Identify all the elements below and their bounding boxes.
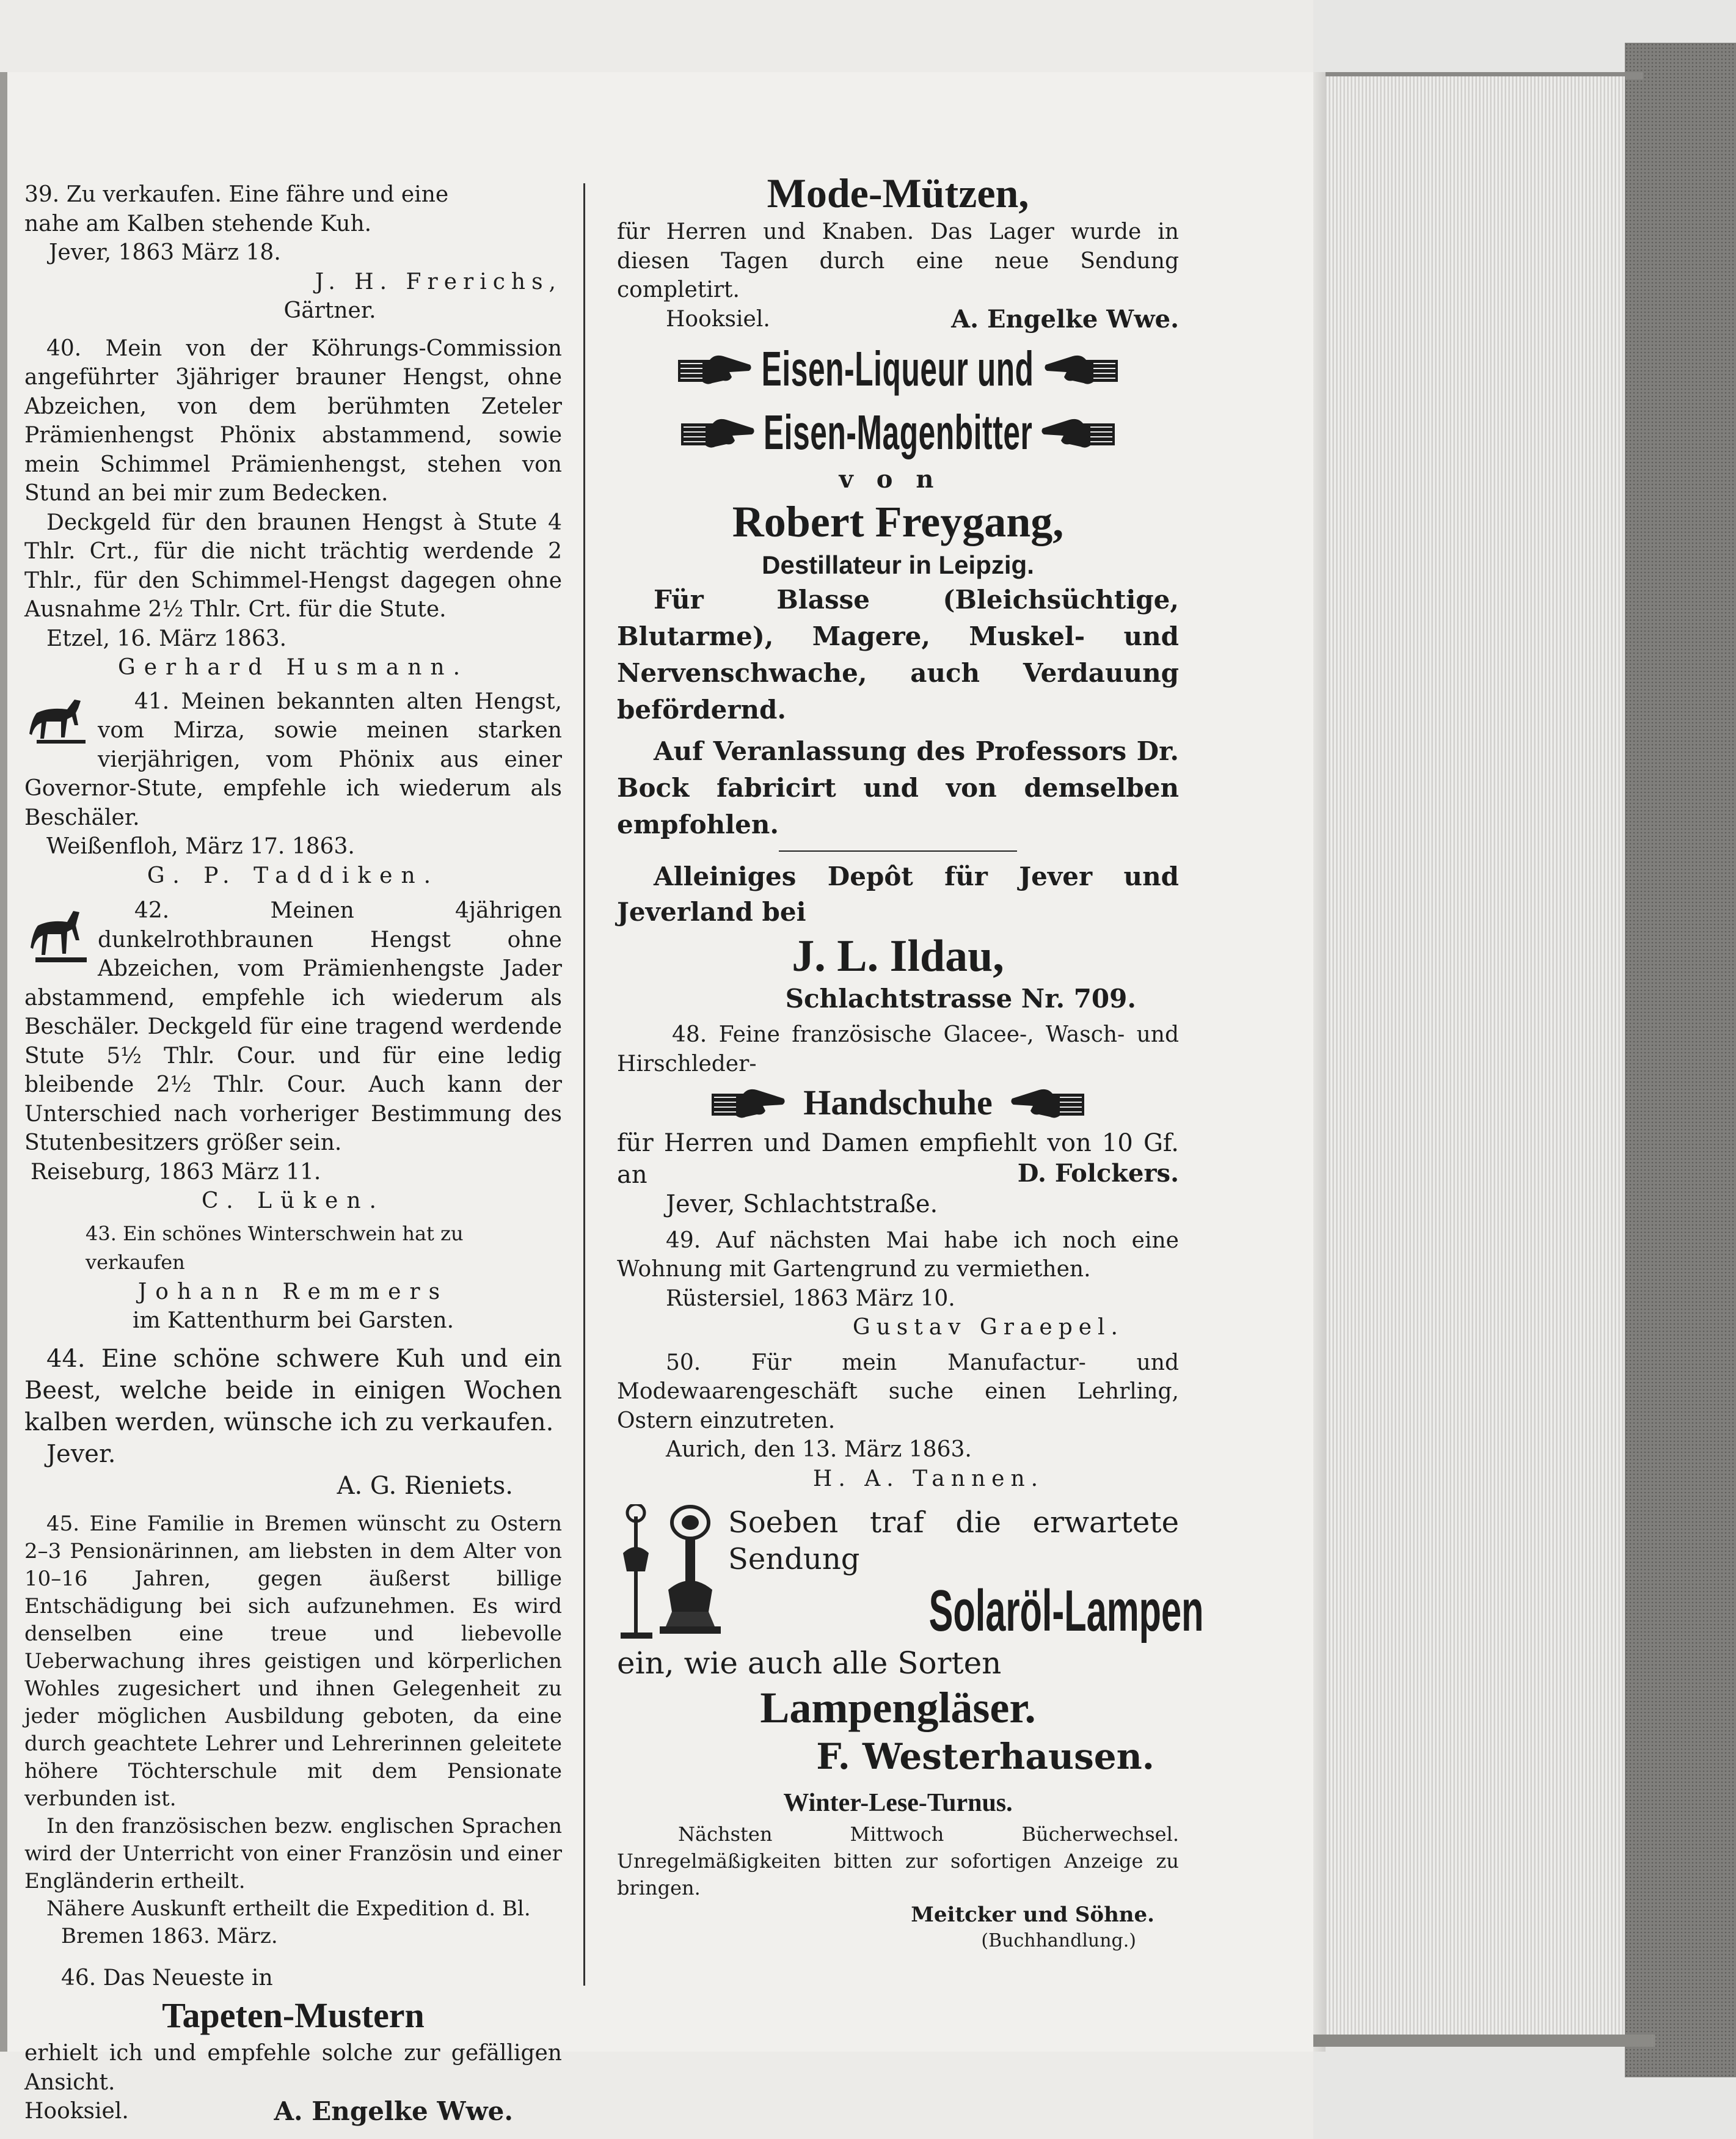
ad-solaroel <box>617 1504 1203 1779</box>
eisen-von: von <box>839 465 957 494</box>
ad-mode-title: Mode-Mützen, <box>767 170 1029 216</box>
ad-46-place: Hooksiel. <box>24 2099 129 2124</box>
eisen-maker-sub: Destillateur in Leipzig. <box>762 550 1034 579</box>
horse-icon <box>24 689 92 750</box>
eisen-depot-address: Schlachtstrasse Nr. 709. <box>785 984 1136 1014</box>
horse-icon <box>24 898 92 971</box>
ad-44-signature: A. G. Rieniets. <box>337 1471 513 1500</box>
ad-50 <box>617 1348 1179 1494</box>
ad-48 <box>617 1020 1179 1220</box>
ad-45-text-3: Nähere Auskunft ertheilt die Expedition d. Bl. <box>46 1896 531 1921</box>
solar-lead: Soeben traf die erwartete Sendung <box>728 1505 1179 1576</box>
ad-40 <box>24 334 562 682</box>
eisen-text-2: Auf Veranlassung des Professors Dr. Bock fabricirt und von demselben empfohlen. <box>617 736 1179 839</box>
ad-40-text: 40. Mein von der Köhrungs-Commission angeführter 3jähriger brauner Hengst, ohne Abzeichen, von dem berühmten Zeteler Prämienhengst Phönix abstammend, sowie mein Schimmel Prämienhengst, stehen von Stund an bei mir zum Bedecken. <box>24 335 562 506</box>
ad-44 <box>24 1343 562 1502</box>
ad-45-text: 45. Eine Familie in Bremen wünscht zu Ostern 2–3 Pensionärinnen, am liebsten in dem Alter von 10–16 Jahren, gegen äußerst billige Entschädigung bei sich aufzunehmen. Es wird denselben eine treue und liebevolle Ueberwachung ihres geistigen und körperlichen Wohles zugesichert und ihnen Gelegenheit zu jeder möglichen Ausbildung geboten, da eine durch geachtete Lehrer und Lehrerinnen geleitete höhere Töchterschule mit dem Pensionate verbunden ist. <box>24 1511 562 1811</box>
ad-40-text-2: Deckgeld für den braunen Hengst à Stute 4 Thlr. Crt., für die nicht trächtig werdende 2 Thlr., für den Schimmel-Hengst dagegen ohne Ausnahme 2½ Thlr. Crt. für die Stute. <box>24 510 562 622</box>
ad-mode-signature: A. Engelke Wwe. <box>951 304 1179 334</box>
eisen-line-1-row <box>617 337 1179 401</box>
ad-44-place: Jever. <box>46 1439 116 1468</box>
solar-title: Solaröl-Lampen <box>928 1578 1203 1644</box>
ad-39-line-1: 39. Zu verkaufen. Eine fähre und eine <box>24 182 449 207</box>
pointing-hand-left-icon <box>1041 415 1115 450</box>
pointing-hand-right-icon <box>681 415 754 450</box>
ad-48-title-row <box>617 1078 1179 1127</box>
ad-48-signature: D. Folckers. <box>1017 1159 1179 1188</box>
ad-41-signature: G. P. Taddiken. <box>147 863 440 888</box>
ad-49-place: Rüstersiel, 1863 März 10. <box>666 1285 955 1311</box>
cover-bottom-edge <box>1313 2035 1655 2047</box>
ad-eisen <box>617 337 1179 1015</box>
ad-46-title: Tapeten-Mustern <box>162 1995 425 2035</box>
ad-46-lead: 46. Das Neueste in <box>61 1965 273 1991</box>
eisen-line-2-row <box>617 401 1179 464</box>
ad-42-signature: C. Lüken. <box>202 1188 385 1213</box>
winter-signature: Meitcker und Söhne. <box>911 1903 1154 1927</box>
winter-signature-2: (Buchhandlung.) <box>981 1930 1136 1951</box>
ad-mode-footer <box>617 305 1179 334</box>
ad-48-place: Jever, Schlachtstraße. <box>666 1190 938 1218</box>
ad-50-signature: H. A. Tannen. <box>812 1466 1045 1491</box>
ad-39-occupation: Gärtner. <box>283 298 376 323</box>
ad-49-text: 49. Auf nächsten Mai habe ich noch eine Wohnung mit Gartengrund zu vermiethen. <box>617 1227 1179 1282</box>
winter-title: Winter-Lese-Turnus. <box>783 1789 1013 1817</box>
ad-40-signature: Gerhard Husmann. <box>117 655 469 680</box>
pointing-hand-right-icon <box>712 1085 785 1121</box>
ad-41-text: 41. Meinen bekannten alten Hengst, vom Mirza, sowie meinen starken vierjährigen, vom Phönix aus einer Governor-Stute, empfehle ich wiederum als Beschäler. <box>24 689 562 830</box>
ad-46-signature: A. Engelke Wwe. <box>274 2096 513 2126</box>
book-cover <box>1625 43 1736 2077</box>
ad-43-location: im Kattenthurm bei Garsten. <box>132 1308 454 1333</box>
pointing-hand-left-icon <box>1045 351 1118 387</box>
winter-text: Nächsten Mittwoch Bücherwechsel. Unregelmäßigkeiten bitten zur sofortigen Anzeige zu bringen. <box>617 1823 1179 1900</box>
ad-45-place: Bremen 1863. März. <box>61 1923 278 1948</box>
ad-winter-lese-turnus <box>617 1785 1179 1954</box>
ad-46 <box>24 1964 562 2126</box>
ad-49-signature: Gustav Graepel. <box>852 1315 1124 1340</box>
pointing-hand-left-icon <box>1011 1085 1084 1121</box>
eisen-text: Für Blasse (Bleichsüchtige, Blutarme), Magere, Muskel- und Nervenschwache, auch Verdauung befördernd. <box>617 585 1179 725</box>
ad-mode-place: Hooksiel. <box>666 306 770 332</box>
ad-43-signature: Johann Remmers <box>137 1279 449 1304</box>
eisen-title-1: Eisen-Liqueur und <box>762 342 1034 396</box>
page-gutter <box>1313 72 1326 2052</box>
ad-45-text-2: In den französischen bezw. englischen Sprachen wird der Unterricht von einer Französin und einer Engländerin ertheilt. <box>24 1813 562 1893</box>
ad-43 <box>24 1219 562 1336</box>
solar-signature: F. Westerhausen. <box>816 1736 1154 1777</box>
left-page-edge <box>0 72 7 2052</box>
ad-42 <box>24 896 562 1216</box>
ad-39-signature: J. H. Frerichs, <box>315 269 562 294</box>
ad-48-title: Handschuhe <box>803 1083 993 1122</box>
eisen-maker: Robert Freygang, <box>732 497 1064 546</box>
oil-lamp-icon <box>617 1504 721 1645</box>
ad-43-text: 43. Ein schönes Winterschwein hat zu verkaufen <box>86 1221 464 1274</box>
ad-48-text: für Herren und Damen empfiehlt von 10 Gf. an <box>617 1129 1179 1189</box>
solar-title-2: Lampengläser. <box>760 1683 1036 1732</box>
left-column <box>24 180 562 2126</box>
eisen-title-2: Eisen-Magenbitter <box>763 405 1033 459</box>
page-block-edge <box>1319 76 1625 2035</box>
solar-mid: ein, wie auch alle Sorten <box>617 1645 1002 1681</box>
pointing-hand-right-icon <box>678 351 751 387</box>
ad-39-place: Jever, 1863 März 18. <box>49 240 281 265</box>
ad-50-text: 50. Für mein Manufactur- und Modewaarengeschäft suche einen Lehrling, Ostern einzutreten. <box>617 1350 1179 1433</box>
ad-39 <box>24 180 562 326</box>
column-rule <box>583 183 585 1986</box>
ad-40-place: Etzel, 16. März 1863. <box>46 626 287 651</box>
ad-48-lead: 48. Feine französische Glacee-, Wasch- und Hirschleder- <box>617 1022 1179 1077</box>
ad-mode-muetzen <box>617 169 1179 334</box>
ad-45 <box>24 1510 562 1950</box>
separator-line <box>779 850 1017 852</box>
eisen-depot-name: J. L. Ildau, <box>792 931 1004 981</box>
right-column <box>617 170 1203 1954</box>
ad-44-text: 44. Eine schöne schwere Kuh und ein Beest, welche beide in einigen Wochen kalben werden, wünsche ich zu verkaufen. <box>24 1344 562 1436</box>
eisen-depot: Alleiniges Depôt für Jever und Jeverland bei <box>617 861 1179 927</box>
ad-42-place: Reiseburg, 1863 März 11. <box>31 1159 321 1185</box>
ad-41-place: Weißenfloh, März 17. 1863. <box>46 834 355 859</box>
ad-41 <box>24 687 562 891</box>
ad-46-footer <box>24 2097 562 2126</box>
ad-46-text: erhielt ich und empfehle solche zur gefälligen Ansicht. <box>24 2041 562 2095</box>
ad-49 <box>617 1226 1179 1342</box>
ad-mode-text: für Herren und Knaben. Das Lager wurde in diesen Tagen durch eine neue Sendung completirt. <box>617 219 1179 302</box>
ad-42-text: 42. Meinen 4jährigen dunkelrothbraunen Hengst ohne Abzeichen, vom Prämienhengste Jader abstammend, empfehle ich wiederum als Beschäler. Deckgeld für eine tragend werdende Stute 5½ Thlr. Cour. und für eine ledig bleibende 2½ Thlr. Cour. Auch kann der Unterschied nach vorheriger Bestimmung des Stutenbesitzers größer sein. <box>24 898 562 1155</box>
ad-50-place: Aurich, den 13. März 1863. <box>666 1437 972 1462</box>
ad-39-line-2: nahe am Kalben stehende Kuh. <box>24 211 372 236</box>
